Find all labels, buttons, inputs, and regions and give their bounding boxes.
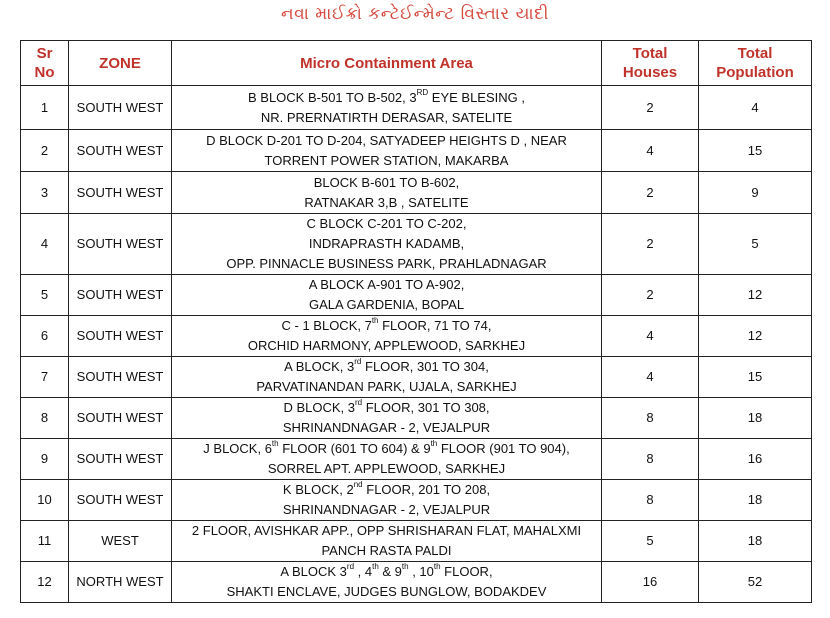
row-total-houses: 8 xyxy=(602,398,699,439)
area-text: SHRINANDNAGAR - 2, VEJALPUR xyxy=(282,420,491,435)
table-row xyxy=(21,562,812,603)
ordinal-suffix: th xyxy=(433,562,441,571)
area-text: SHAKTI ENCLAVE, JUDGES BUNGLOW, BODAKDEV xyxy=(226,584,547,599)
area-text: PANCH RASTA PALDI xyxy=(321,543,452,558)
row-total-population: 12 xyxy=(699,316,812,357)
row-zone: SOUTH WEST xyxy=(69,480,172,521)
area-line xyxy=(174,88,599,108)
area-text: A BLOCK 3 xyxy=(280,564,347,579)
ordinal-suffix: th xyxy=(271,439,279,448)
ordinal-suffix: nd xyxy=(353,480,363,489)
row-total-houses: 4 xyxy=(602,357,699,398)
row-sr-no: 3 xyxy=(21,172,69,214)
row-total-houses: 8 xyxy=(602,439,699,480)
area-line xyxy=(174,254,599,274)
area-line xyxy=(174,398,599,418)
row-area xyxy=(172,275,602,316)
area-text: ORCHID HARMONY, APPLEWOOD, SARKHEJ xyxy=(247,338,526,353)
area-line xyxy=(174,295,599,315)
row-total-houses: 2 xyxy=(602,86,699,130)
row-sr-no: 2 xyxy=(21,130,69,172)
area-line xyxy=(174,108,599,128)
table-row xyxy=(21,439,812,480)
table-row xyxy=(21,130,812,172)
row-sr-no: 5 xyxy=(21,275,69,316)
page-title: નવા માઈક્રો કન્ટેઈન્મેન્ટ વિસ્તાર યાદી xyxy=(280,4,550,24)
area-line xyxy=(174,418,599,438)
row-sr-no: 10 xyxy=(21,480,69,521)
row-zone: SOUTH WEST xyxy=(69,439,172,480)
row-total-population: 12 xyxy=(699,275,812,316)
ordinal-suffix: th xyxy=(401,562,409,571)
row-total-population: 18 xyxy=(699,521,812,562)
area-text: K BLOCK, 2 xyxy=(282,482,354,497)
header-total-houses: Total Houses xyxy=(602,41,699,86)
area-text: RATNAKAR 3,B , SATELITE xyxy=(304,194,469,210)
row-total-population: 18 xyxy=(699,398,812,439)
table-row xyxy=(21,172,812,214)
row-sr-no: 12 xyxy=(21,562,69,603)
header-row xyxy=(21,41,812,86)
ordinal-suffix: rd xyxy=(346,562,355,571)
row-total-houses: 4 xyxy=(602,316,699,357)
row-sr-no: 11 xyxy=(21,521,69,562)
row-zone: WEST xyxy=(69,521,172,562)
area-text: & 9 xyxy=(378,564,402,579)
row-sr-no: 7 xyxy=(21,357,69,398)
area-line xyxy=(174,336,599,356)
area-line xyxy=(174,316,599,336)
area-text: TORRENT POWER STATION, MAKARBA xyxy=(264,152,509,168)
area-text: FLOOR, 71 TO 74, xyxy=(378,318,492,333)
area-text: FLOOR, 301 TO 308, xyxy=(362,400,490,415)
row-zone: SOUTH WEST xyxy=(69,357,172,398)
row-total-houses: 5 xyxy=(602,521,699,562)
row-total-population: 52 xyxy=(699,562,812,603)
row-area xyxy=(172,214,602,275)
row-sr-no: 6 xyxy=(21,316,69,357)
row-area xyxy=(172,398,602,439)
row-zone: SOUTH WEST xyxy=(69,275,172,316)
area-text: , 4 xyxy=(354,564,373,579)
row-area xyxy=(172,130,602,172)
row-zone: SOUTH WEST xyxy=(69,172,172,214)
row-area xyxy=(172,357,602,398)
row-total-houses: 4 xyxy=(602,130,699,172)
area-text: D BLOCK D-201 TO D-204, SATYADEEP HEIGHTS D , NEAR xyxy=(206,132,567,148)
row-area xyxy=(172,480,602,521)
row-sr-no: 9 xyxy=(21,439,69,480)
area-line xyxy=(174,541,599,561)
ordinal-suffix: rd xyxy=(354,398,363,407)
row-sr-no: 4 xyxy=(21,214,69,275)
table-row xyxy=(21,86,812,130)
area-text: B BLOCK B-501 TO B-502, 3 xyxy=(248,89,417,105)
row-zone: SOUTH WEST xyxy=(69,316,172,357)
table-row xyxy=(21,521,812,562)
area-text: D BLOCK, 3 xyxy=(283,400,355,415)
area-text: EYE BLESING , xyxy=(428,89,525,105)
header-area: Micro Containment Area xyxy=(172,41,602,86)
row-zone: NORTH WEST xyxy=(69,562,172,603)
area-text: OPP. PINNACLE BUSINESS PARK, PRAHLADNAGAR xyxy=(226,256,547,271)
ordinal-suffix: th xyxy=(372,562,379,571)
ordinal-suffix: rd xyxy=(354,357,362,366)
row-zone: SOUTH WEST xyxy=(69,86,172,130)
row-area xyxy=(172,172,602,214)
row-total-population: 9 xyxy=(699,172,812,214)
header-sr-no: Sr No xyxy=(21,41,69,86)
containment-table xyxy=(20,40,812,603)
header-total-population: Total Population xyxy=(699,41,812,86)
area-line xyxy=(174,377,599,397)
area-line xyxy=(174,214,599,234)
row-total-population: 15 xyxy=(699,130,812,172)
header-zone: ZONE xyxy=(69,41,172,86)
area-line xyxy=(174,562,599,582)
row-zone: SOUTH WEST xyxy=(69,130,172,172)
row-total-houses: 8 xyxy=(602,480,699,521)
row-sr-no: 8 xyxy=(21,398,69,439)
row-area xyxy=(172,439,602,480)
row-total-population: 4 xyxy=(699,86,812,130)
area-line xyxy=(174,500,599,520)
area-line xyxy=(174,173,599,193)
area-text: 2 FLOOR, AVISHKAR APP., OPP SHRISHARAN FLAT, MAHALXMI xyxy=(191,523,582,538)
area-text: INDRAPRASTH KADAMB, xyxy=(308,236,465,251)
ordinal-suffix: th xyxy=(371,316,379,325)
area-line xyxy=(174,480,599,500)
area-line xyxy=(174,521,599,541)
row-total-houses: 2 xyxy=(602,275,699,316)
table-row xyxy=(21,275,812,316)
area-text: FLOOR (901 TO 904), xyxy=(437,441,570,456)
table-row xyxy=(21,316,812,357)
row-total-population: 15 xyxy=(699,357,812,398)
area-line xyxy=(174,234,599,254)
area-line xyxy=(174,357,599,377)
area-text: BLOCK B-601 TO B-602, xyxy=(313,174,460,190)
row-total-houses: 16 xyxy=(602,562,699,603)
area-line xyxy=(174,582,599,602)
ordinal-suffix: th xyxy=(430,439,438,448)
table-row xyxy=(21,214,812,275)
table-row xyxy=(21,357,812,398)
area-text: , 10 xyxy=(408,564,434,579)
row-total-population: 5 xyxy=(699,214,812,275)
ordinal-suffix: RD xyxy=(416,87,429,97)
area-text: C - 1 BLOCK, 7 xyxy=(281,318,372,333)
area-text: A BLOCK, 3 xyxy=(284,359,355,374)
area-text: C BLOCK C-201 TO C-202, xyxy=(306,216,467,231)
area-text: FLOOR (601 TO 604) & 9 xyxy=(278,441,431,456)
table-row xyxy=(21,398,812,439)
area-text: A BLOCK A-901 TO A-902, xyxy=(308,277,465,292)
area-text: SHRINANDNAGAR - 2, VEJALPUR xyxy=(282,502,491,517)
area-text: FLOOR, 201 TO 208, xyxy=(362,482,491,497)
area-text: NR. PRERNATIRTH DERASAR, SATELITE xyxy=(260,109,513,125)
area-line xyxy=(174,151,599,171)
area-line xyxy=(174,193,599,213)
area-text: FLOOR, 301 TO 304, xyxy=(361,359,489,374)
table-row xyxy=(21,480,812,521)
area-text: PARVATINANDAN PARK, UJALA, SARKHEJ xyxy=(256,379,517,394)
row-total-population: 16 xyxy=(699,439,812,480)
row-area xyxy=(172,86,602,130)
row-sr-no: 1 xyxy=(21,86,69,130)
row-total-population: 18 xyxy=(699,480,812,521)
area-text: J BLOCK, 6 xyxy=(203,441,272,456)
row-area xyxy=(172,562,602,603)
row-area xyxy=(172,316,602,357)
row-total-houses: 2 xyxy=(602,214,699,275)
area-text: SORREL APT. APPLEWOOD, SARKHEJ xyxy=(267,461,506,476)
area-text: FLOOR, xyxy=(440,564,493,579)
row-area xyxy=(172,521,602,562)
area-line xyxy=(174,459,599,479)
area-line xyxy=(174,131,599,151)
row-zone: SOUTH WEST xyxy=(69,214,172,275)
area-line xyxy=(174,439,599,459)
area-text: GALA GARDENIA, BOPAL xyxy=(308,297,465,312)
area-line xyxy=(174,275,599,295)
row-total-houses: 2 xyxy=(602,172,699,214)
row-zone: SOUTH WEST xyxy=(69,398,172,439)
